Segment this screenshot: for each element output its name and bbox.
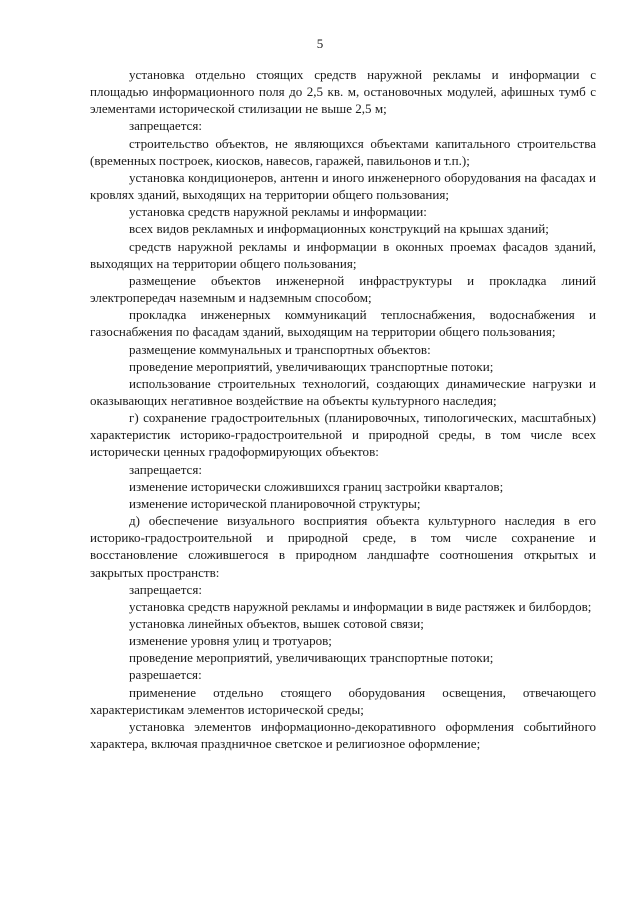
paragraph: д) обеспечение визуального восприятия объекта культурного наследия в его историко-градостроительной и природной среде, в том числе сохранение и восстановление сложившегося в природном ландшафте соотношения открытых и закрытых пространств:	[90, 513, 596, 580]
paragraph: установка средств наружной рекламы и информации в виде растяжек и билбордов;	[129, 598, 592, 614]
paragraph: разрешается:	[129, 667, 202, 683]
paragraph: установка средств наружной рекламы и информации:	[129, 204, 427, 220]
paragraph: установка элементов информационно-декоративного оформления событийного характера, включая праздничное светское и религиозное оформление;	[90, 718, 596, 752]
paragraph: прокладка инженерных коммуникаций теплоснабжения, водоснабжения и газоснабжения по фасадам зданий, выходящим на территории общего пользования;	[90, 307, 596, 340]
page-number: 5	[316, 36, 324, 51]
paragraph: применение отдельно стоящего оборудования освещения, отвечающего характеристикам элементов исторической среды;	[90, 684, 596, 717]
paragraph: установка линейных объектов, вышек сотовой связи;	[129, 616, 424, 631]
paragraph: размещение коммунальных и транспортных объектов:	[129, 341, 431, 357]
paragraph: проведение мероприятий, увеличивающих транспортные потоки;	[129, 650, 494, 666]
paragraph: изменение уровня улиц и тротуаров;	[129, 633, 332, 649]
paragraph: запрещается:	[129, 461, 202, 477]
paragraph: средств наружной рекламы и информации в оконных проемах фасадов зданий, выходящих на территории общего пользования;	[90, 238, 596, 271]
paragraph: запрещается:	[129, 581, 202, 597]
paragraph: установка отдельно стоящих средств наружной рекламы и информации с площадью информационного поля до 2,5 кв. м, остановочных модулей, афишных тумб с элементами исторической стилизации не выше 2,5 м;	[90, 67, 596, 117]
paragraph: всех видов рекламных и информационных конструкций на крышах зданий;	[129, 221, 549, 237]
paragraph: проведение мероприятий, увеличивающих транспортные потоки;	[129, 358, 494, 374]
paragraph: запрещается:	[129, 118, 202, 134]
paragraph: установка кондиционеров, антенн и иного инженерного оборудования на фасадах и кровлях зданий, выходящих на территории общего пользования;	[90, 169, 596, 203]
paragraph: строительство объектов, не являющихся объектами капитального строительства (временных построек, киосков, навесов, гаражей, павильонов и т.п.);	[90, 135, 596, 168]
document-body	[90, 66, 596, 752]
paragraph: изменение исторически сложившихся границ застройки кварталов;	[129, 478, 504, 494]
paragraph: размещение объектов инженерной инфраструктуры и прокладка линий электропередач наземным и надземным способом;	[90, 272, 596, 306]
paragraph: г) сохранение градостроительных (планировочных, типологических, масштабных) характеристик историко-градостроительной и природной среды, в том числе всех исторически ценных градоформирующих объектов:	[90, 410, 596, 460]
paragraph: изменение исторической планировочной структуры;	[129, 495, 421, 511]
paragraph: использование строительных технологий, создающих динамические нагрузки и оказывающих негативное воздействие на объекты культурного наследия;	[90, 375, 596, 408]
